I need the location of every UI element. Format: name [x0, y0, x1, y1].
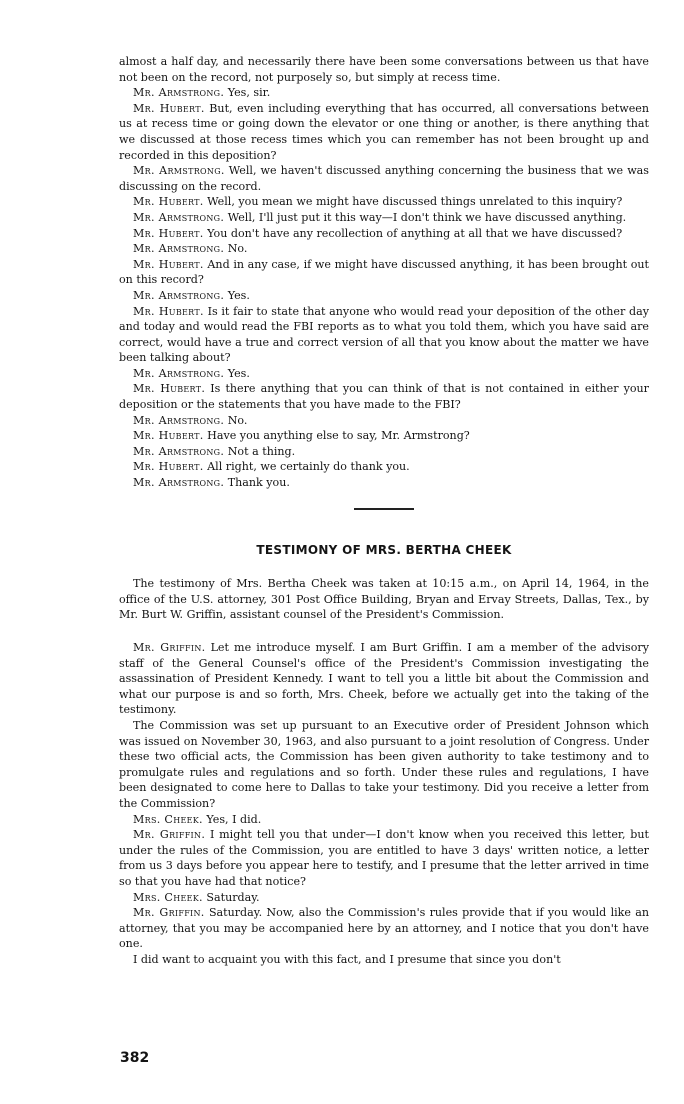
paragraph-text: And in any case, if we might have discussed anything, it has been brought out on this record?: [119, 257, 649, 287]
paragraph-text: Yes, sir.: [227, 86, 271, 100]
paragraph-text: But, even including everything that has occurred, all conversations between us at recess time or going down the elevator or one thing or another, is there anything that we discussed at those recess times which you can remember has not been brought up and recorded in this deposition?: [119, 101, 650, 162]
speaker-label: Mr. Armstrong.: [133, 476, 225, 490]
paragraph-text: Saturday.: [206, 890, 260, 904]
paragraph: [119, 812, 649, 828]
section-divider: [354, 508, 414, 510]
paragraph-text: Yes.: [227, 288, 250, 302]
paragraph-text: I did want to acquaint you with this fact, and I presume that since you don't: [133, 952, 561, 966]
page-number: 382: [120, 1050, 150, 1066]
paragraph-text: Is it fair to state that anyone who would read your deposition of the other day and today and would read the FBI reports as to what you told them, which you have said are correct, would have a true and correct version of all that you know about the matter we have been talking about?: [119, 304, 650, 365]
speaker-label: Mr. Armstrong.: [133, 164, 225, 178]
speaker-label: Mr. Armstrong.: [133, 86, 225, 100]
speaker-label: Mr. Armstrong.: [133, 366, 225, 380]
paragraph-text: Thank you.: [227, 476, 290, 490]
paragraph-text: Well, we haven't discussed anything concerning the business that we was discussing on the record.: [119, 164, 649, 193]
testimony-intro: The testimony of Mrs. Bertha Cheek was taken at 10:15 a.m., on April 14, 1964, in the office of the U.S. attorney, 301 Post Office Building, Bryan and Ervay Streets, Dallas, Tex., by Mr. Burt W. Griffin, assistant counsel of the President's Commission.: [119, 577, 649, 622]
paragraph: [119, 304, 649, 366]
paragraph: [119, 194, 649, 210]
paragraph: [119, 163, 649, 194]
speaker-label: Mr. Hubert.: [133, 257, 204, 271]
speaker-label: Mr. Armstrong.: [133, 444, 225, 458]
paragraph: [119, 288, 649, 304]
speaker-label: Mr. Armstrong.: [133, 242, 225, 256]
paragraph: [119, 905, 649, 952]
armstrong-testimony-end: [119, 54, 649, 491]
section-title: TESTIMONY OF MRS. BERTHA CHEEK: [256, 542, 512, 557]
speaker-label: Mr. Hubert.: [133, 460, 204, 474]
speaker-label: Mr. Armstrong.: [133, 413, 225, 427]
speaker-label: Mrs. Cheek.: [133, 812, 203, 826]
speaker-label: Mr. Armstrong.: [133, 288, 225, 302]
paragraph-text: No.: [227, 413, 248, 427]
speaker-label: Mr. Hubert.: [133, 101, 205, 115]
paragraph-text: No.: [227, 242, 248, 256]
paragraph-text: Is there anything that you can think of that is not contained in either your deposition or the statements that you have made to the FBI?: [119, 382, 649, 412]
paragraph: [119, 210, 649, 226]
speaker-label: Mr. Griffin.: [133, 641, 206, 654]
paragraph: [119, 890, 649, 906]
paragraph: [119, 444, 649, 460]
paragraph-text: Have you anything else to say, Mr. Armstrong?: [207, 429, 470, 443]
speaker-label: Mr. Hubert.: [133, 226, 204, 240]
paragraph: [119, 101, 649, 163]
paragraph-text: I might tell you that under—I don't know when you received this letter, but under the rules of the Commission, you are entitled to have 3 days' written notice, a letter from us 3 days before you appear here to testify, and I presume that the letter arrived in time so that you have had that notice?: [119, 828, 650, 888]
paragraph: [119, 640, 649, 718]
speaker-label: Mr. Hubert.: [133, 429, 204, 443]
speaker-label: Mrs. Cheek.: [133, 890, 203, 904]
paragraph: [119, 428, 649, 444]
paragraph: [119, 827, 649, 889]
paragraph-text: Well, I'll just put it this way—I don't think we have discussed anything.: [227, 210, 627, 224]
speaker-label: Mr. Hubert.: [133, 304, 204, 318]
paragraph: [119, 952, 649, 968]
paragraph: [119, 257, 649, 288]
paragraph: [119, 241, 649, 257]
speaker-label: Mr. Armstrong.: [133, 210, 225, 224]
paragraph-text: The Commission was set up pursuant to an Executive order of President Johnson which was issued on November 30, 1963, and also pursuant to a joint resolution of Congress. Under these two official acts, the Commission has been given authority to take testimony and to promulgate rules and regulations and so forth. Under these rules and regulations, I have been designated to come here to Dallas to take your testimony. Did you receive a letter from the Commission?: [119, 718, 649, 810]
paragraph: [119, 718, 649, 812]
paragraph-text: Let me introduce myself. I am Burt Griffin. I am a member of the advisory staff of the General Counsel's office of the President's Commission investigating the assassination of President Kennedy. I want to tell you a little bit about the Commission and what our purpose is and so forth, Mrs. Cheek, before we actually get into the taking of the testimony.: [119, 641, 649, 717]
speaker-label: Mr. Griffin.: [133, 906, 205, 920]
speaker-label: Mr. Griffin.: [133, 828, 206, 842]
paragraph-text: All right, we certainly do thank you.: [207, 460, 410, 474]
paragraph: [119, 381, 649, 412]
paragraph-text: Saturday. Now, also the Commission's rules provide that if you would like an attorney, that you may be accompanied here by an attorney, and I notice that you don't have one.: [119, 906, 649, 951]
paragraph: [119, 459, 649, 475]
paragraph-text: almost a half day, and necessarily there have been some conversations between us that have not been on the record, not purposely so, but simply at recess time.: [119, 55, 649, 84]
speaker-label: Mr. Hubert.: [133, 195, 204, 209]
paragraph: [119, 85, 649, 101]
paragraph-text: You don't have any recollection of anything at all that we have discussed?: [207, 226, 623, 240]
paragraph: [119, 54, 649, 85]
paragraph-text: Not a thing.: [227, 444, 296, 458]
paragraph: [119, 475, 649, 491]
paragraph: [119, 413, 649, 429]
paragraph-text: Well, you mean we might have discussed things unrelated to this inquiry?: [207, 195, 623, 209]
paragraph: [119, 226, 649, 242]
body-text: [119, 54, 649, 967]
speaker-label: Mr. Hubert.: [133, 382, 206, 396]
paragraph-text: Yes.: [227, 366, 250, 380]
paragraph-text: Yes, I did.: [206, 812, 262, 826]
cheek-testimony-start: [119, 640, 649, 967]
paragraph: [119, 366, 649, 382]
